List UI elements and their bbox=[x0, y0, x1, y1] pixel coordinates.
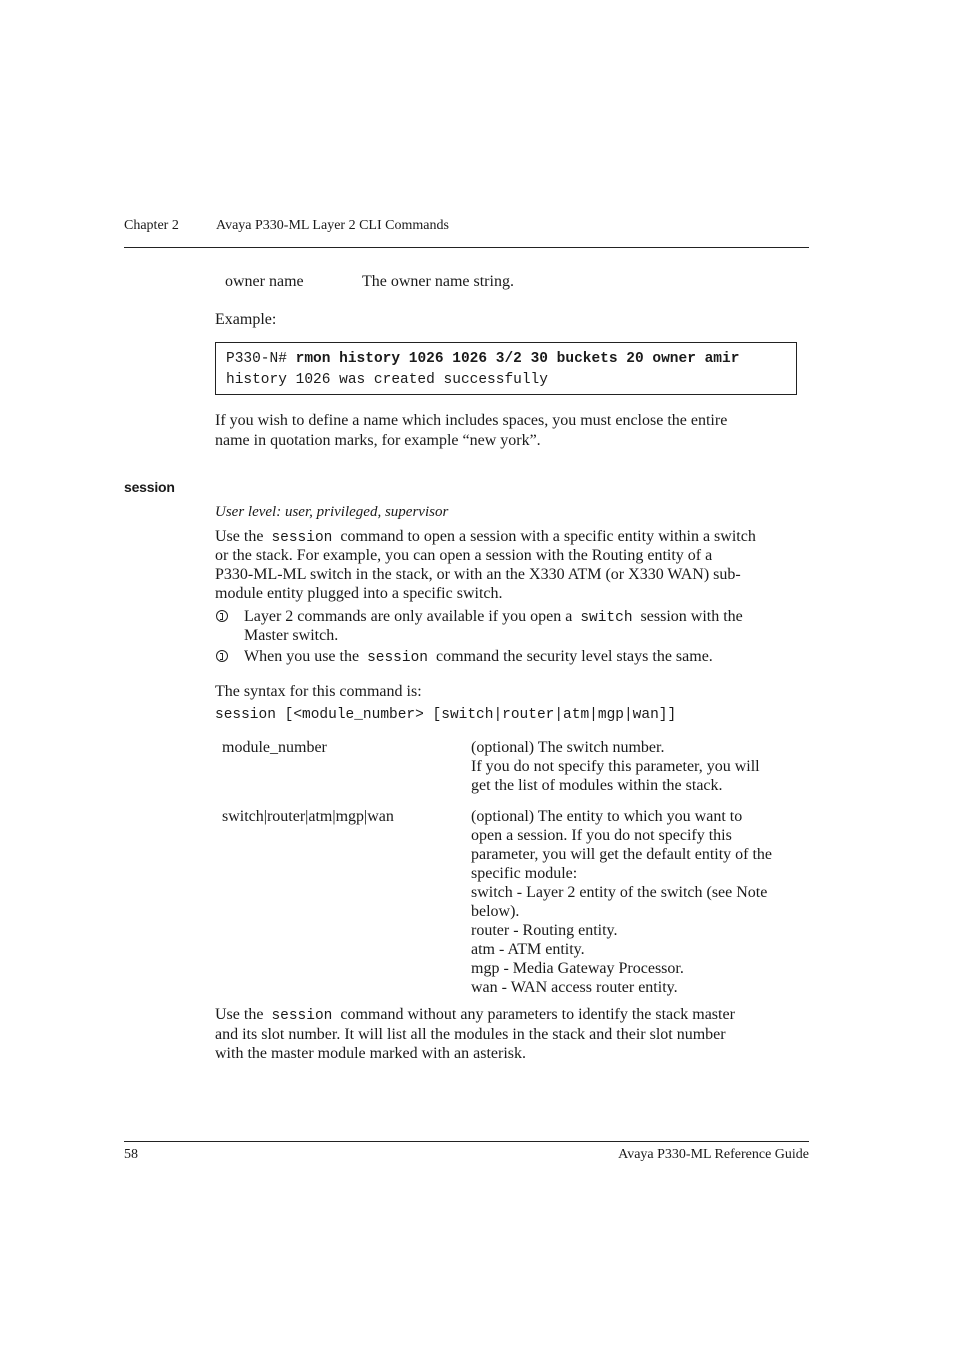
section-heading-session: session bbox=[124, 479, 175, 495]
intro-line-1 bbox=[215, 527, 756, 548]
info-icon bbox=[216, 610, 228, 622]
note-2-post: command the security level stays the same. bbox=[436, 648, 713, 665]
intro-code: session bbox=[271, 530, 333, 546]
closing-post: command without any parameters to identify the stack master bbox=[340, 1006, 735, 1023]
param-term-module-number: module_number bbox=[222, 739, 327, 756]
quote-note-line-1: If you wish to define a name which includes spaces, you must enclose the entire bbox=[215, 412, 728, 429]
page-number: 58 bbox=[124, 1147, 138, 1162]
param-def-line: switch - Layer 2 entity of the switch (see Note bbox=[471, 884, 768, 901]
chapter-label: Chapter 2 bbox=[124, 218, 179, 233]
intro-post: command to open a session with a specific entity within a switch bbox=[340, 528, 756, 545]
cli-command: rmon history 1026 1026 3/2 30 buckets 20 owner amir bbox=[295, 351, 740, 367]
param-def-line: If you do not specify this parameter, you will bbox=[471, 758, 760, 775]
guide-title: Avaya P330-ML Reference Guide bbox=[618, 1147, 809, 1162]
example-command-line bbox=[226, 350, 739, 368]
param-def-entity bbox=[471, 807, 811, 997]
info-icon bbox=[216, 650, 228, 662]
footer-rule bbox=[124, 1141, 809, 1142]
param-def-line: parameter, you will get the default entity of the bbox=[471, 846, 773, 863]
cli-prompt: P330-N# bbox=[226, 351, 287, 367]
closing-line-3: with the master module marked with an asterisk. bbox=[215, 1045, 527, 1062]
param-term-owner-name: owner name bbox=[225, 273, 304, 290]
note-1-pre: Layer 2 commands are only available if you open a bbox=[244, 608, 573, 625]
note-2-pre: When you use the bbox=[244, 648, 360, 665]
param-def-owner-name: The owner name string. bbox=[362, 273, 514, 290]
note-1-line-2: Master switch. bbox=[244, 627, 339, 644]
closing-line-1 bbox=[215, 1005, 735, 1026]
note-1-code: switch bbox=[580, 610, 633, 626]
param-def-line: router - Routing entity. bbox=[471, 922, 618, 939]
param-def-line: open a session. If you do not specify this bbox=[471, 827, 732, 844]
intro-line-3: P330-ML-ML switch in the stack, or with an the X330 ATM (or X330 WAN) sub- bbox=[215, 566, 741, 583]
chapter-title: Avaya P330-ML Layer 2 CLI Commands bbox=[216, 218, 449, 233]
header-rule bbox=[124, 247, 809, 248]
note-1-post: session with the bbox=[640, 608, 743, 625]
note-2 bbox=[244, 647, 713, 668]
closing-code: session bbox=[271, 1008, 333, 1024]
example-code-box bbox=[215, 342, 797, 395]
intro-pre: Use the bbox=[215, 528, 264, 545]
closing-line-2: and its slot number. It will list all the modules in the stack and their slot number bbox=[215, 1026, 726, 1043]
param-def-line: (optional) The entity to which you want to bbox=[471, 808, 743, 825]
user-level: User level: user, privileged, supervisor bbox=[215, 504, 449, 520]
param-def-line: specific module: bbox=[471, 865, 578, 882]
param-def-line: below). bbox=[471, 903, 520, 920]
param-def-module-number bbox=[471, 738, 811, 795]
param-def-line: atm - ATM entity. bbox=[471, 941, 585, 958]
param-def-line: mgp - Media Gateway Processor. bbox=[471, 960, 684, 977]
cli-output: history 1026 was created successfully bbox=[226, 372, 548, 388]
example-label: Example: bbox=[215, 311, 277, 328]
syntax-code: session [<module_number> [switch|router|atm|mgp|wan]] bbox=[215, 707, 677, 723]
intro-line-2: or the stack. For example, you can open a session with the Routing entity of a bbox=[215, 547, 713, 564]
note-2-code: session bbox=[367, 650, 428, 666]
param-def-line: (optional) The switch number. bbox=[471, 739, 665, 756]
intro-line-4: module entity plugged into a specific switch. bbox=[215, 585, 503, 602]
note-1-line-1 bbox=[244, 607, 743, 628]
syntax-label: The syntax for this command is: bbox=[215, 683, 422, 700]
param-def-line: wan - WAN access router entity. bbox=[471, 979, 678, 996]
param-def-line: get the list of modules within the stack. bbox=[471, 777, 723, 794]
param-term-entity: switch|router|atm|mgp|wan bbox=[222, 808, 394, 825]
closing-pre: Use the bbox=[215, 1006, 264, 1023]
quote-note-line-2: name in quotation marks, for example “new york”. bbox=[215, 432, 541, 449]
